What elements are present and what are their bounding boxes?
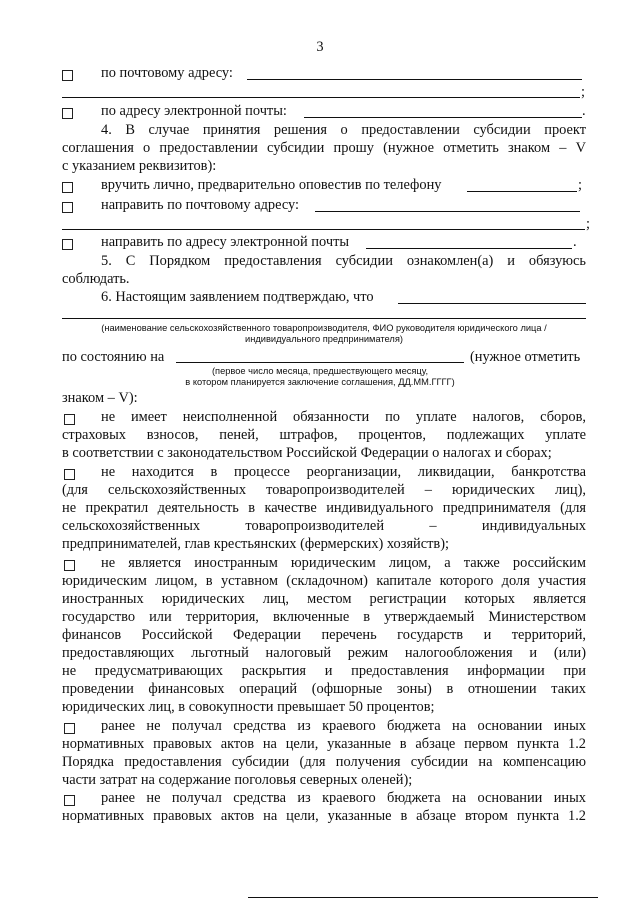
phone-tail: ; [578,177,582,193]
page-number: 3 [316,39,324,55]
item4-checkbox[interactable] [64,723,75,734]
send-email-label: направить по адресу электронной почты [101,234,350,250]
item3-line4: государство или территория, включенные в утверждаемый Министерством [62,609,586,625]
state-date-line[interactable] [176,362,464,363]
mark-line: знаком – V): [62,390,138,406]
item5-line2: нормативных правовых актов на цели, указанные в абзаце втором пункта 1.2 [62,808,586,824]
postal-address-line[interactable] [247,79,582,80]
item3-line5: финансов Российской Федерации перечень государств и территорий, [62,627,586,643]
section5-line1: 5. С Порядком предоставления субсидии ознакомлен(а) и обязуюсь [101,253,586,269]
send-postal-tail: ; [586,216,590,232]
item1-line1: не имеет неисполненной обязанности по уплате налогов, сборов, [101,409,586,425]
phone-line[interactable] [467,191,577,192]
postal-address-label: по почтовому адресу: [101,65,233,81]
item3-line8: проведении финансовых операций (офшорные зоны) в отношении таких [62,681,586,697]
item4-line3: Порядка предоставления субсидии (для получения субсидии на компенсацию [62,754,586,770]
section4-line3: с указанием реквизитов): [62,158,217,174]
email-address-checkbox[interactable] [62,108,73,119]
caption-applicant-1: (наименование сельскохозяйственного товаропроизводителя, ФИО руководителя юридического лица / [101,323,547,333]
send-email-checkbox[interactable] [62,239,73,250]
postal-address-tail: ; [581,84,585,100]
item2-line5: предпринимателей, глав крестьянских (фермерских) хозяйств); [62,536,450,552]
postal-address-line-2[interactable] [62,97,580,98]
footer-rule [248,897,598,898]
item3-checkbox[interactable] [64,560,75,571]
item5-line1: ранее не получал средства из краевого бюджета на основании иных [101,790,586,806]
state-prefix: по состоянию на [62,349,165,365]
item5-checkbox[interactable] [64,795,75,806]
send-email-line[interactable] [366,248,572,249]
item4-line4: части затрат на содержание поголовья северных оленей); [62,772,413,788]
item2-line3: не прекратил деятельность в качестве индивидуального предпринимателя (для [62,500,586,516]
item4-line1: ранее не получал средства из краевого бюджета на основании иных [101,718,586,734]
item3-line7: не предусматривающих раскрытия и предоставления информации при [62,663,586,679]
email-address-line[interactable] [304,117,582,118]
item3-line2: юридическим лицом, в уставном (складочном) капитале которого доля участия [62,573,586,589]
item3-line9: юридических лиц, в совокупности превышает 50 процентов; [62,699,435,715]
deliver-personally-label: вручить лично, предварительно оповестив по телефону [101,177,442,193]
item2-line4: сельскохозяйственных товаропроизводителей – индивидуальных [62,518,586,534]
send-postal-label: направить по почтовому адресу: [101,197,300,213]
send-postal-line[interactable] [315,211,580,212]
send-postal-checkbox[interactable] [62,202,73,213]
caption-date-1: (первое число месяца, предшествующего месяцу, [211,366,429,376]
section6-line1: 6. Настоящим заявлением подтверждаю, что [101,289,374,305]
applicant-line[interactable] [398,303,586,304]
section4-line1: 4. В случае принятия решения о предоставлении субсидии проект [101,122,586,138]
email-address-tail: . [582,103,586,119]
state-suffix: (нужное отметить [470,349,581,365]
section5-line2: соблюдать. [62,271,130,287]
item2-checkbox[interactable] [64,469,75,480]
caption-date-2: в котором планируется заключение соглашения, ДД.ММ.ГГГГ) [185,377,455,387]
item1-line3: в соответствии с законодательством Российской Федерации о налогах и сборах; [62,445,552,461]
applicant-line-2[interactable] [62,318,586,319]
item3-line6: предоставляющих льготный налоговый режим налогообложения и (или) [62,645,586,661]
caption-applicant-2: индивидуального предпринимателя) [245,334,403,344]
item4-line2: нормативных правовых актов на цели, указанные в абзаце первом пункта 1.2 [62,736,586,752]
item1-line2: страховых взносов, пеней, штрафов, процентов, подлежащих уплате [62,427,586,443]
deliver-personally-checkbox[interactable] [62,182,73,193]
item2-line2: (для сельскохозяйственных товаропроизводителей – юридических лиц), [62,482,586,498]
section4-line2: соглашения о предоставлении субсидии прошу (нужное отметить знаком – V [62,140,586,156]
item2-line1: не находится в процессе реорганизации, ликвидации, банкротства [101,464,586,480]
send-email-tail: . [573,234,577,250]
item3-line1: не является иностранным юридическим лицом, а также российским [101,555,586,571]
postal-address-checkbox[interactable] [62,70,73,81]
item1-checkbox[interactable] [64,414,75,425]
item3-line3: иностранных юридических лиц, местом регистрации которых является [62,591,586,607]
email-address-label: по адресу электронной почты: [101,103,287,119]
send-postal-line-2[interactable] [62,229,585,230]
